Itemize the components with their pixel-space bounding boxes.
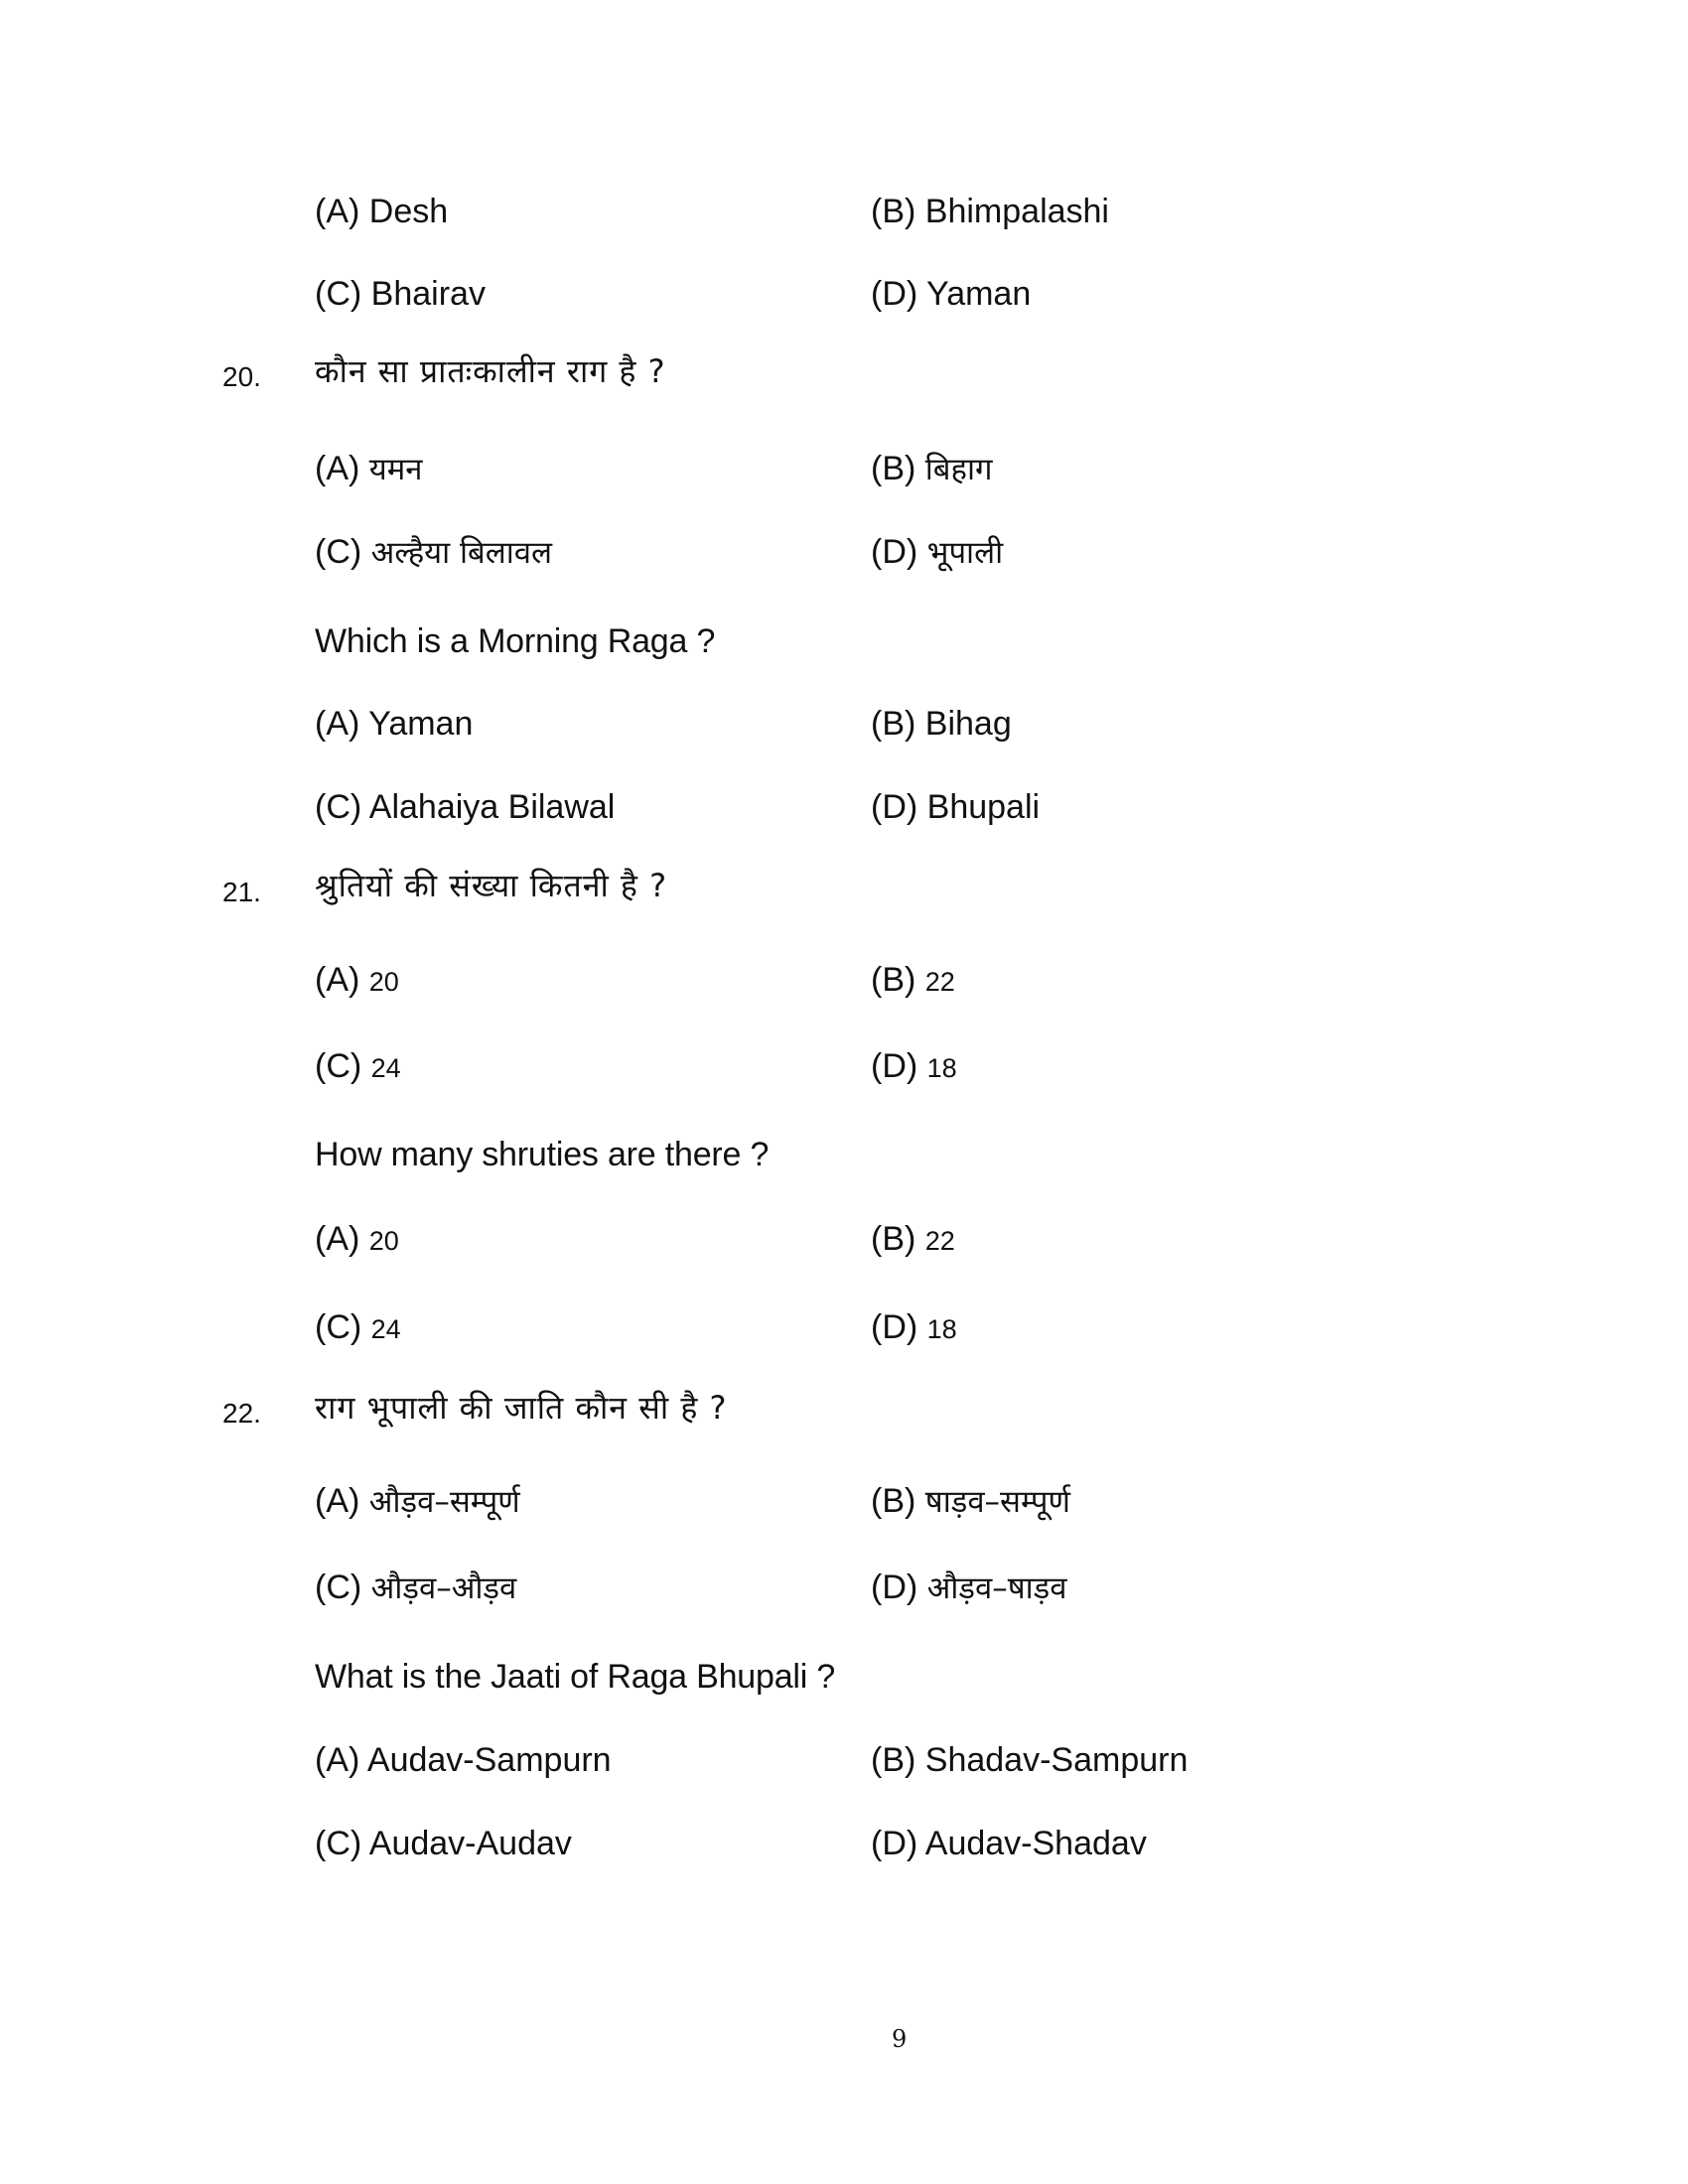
option-letter: (B) [871, 1220, 916, 1258]
option-d-hindi [871, 1570, 1066, 1604]
question-number: 22. [222, 1398, 261, 1429]
option-c-english [315, 790, 615, 824]
option-text: अल्हैया बिलावल [370, 535, 553, 571]
option-text: 18 [926, 1053, 957, 1083]
option-text: 24 [370, 1314, 401, 1344]
option-letter: (D) [871, 533, 918, 571]
option-letter: (C) [315, 1825, 362, 1862]
option-b [871, 195, 1109, 228]
option-letter: (B) [871, 705, 916, 743]
option-text: Alahaiya Bilawal [368, 788, 616, 826]
option-text: 22 [924, 967, 955, 997]
option-c-hindi [315, 535, 552, 569]
option-c-english [315, 1310, 401, 1344]
option-text: Bhupali [926, 788, 1041, 826]
option-letter: (B) [871, 1741, 916, 1779]
option-letter: (A) [315, 1220, 360, 1258]
option-letter: (D) [871, 275, 918, 313]
option-c [315, 277, 486, 311]
option-c-hindi [315, 1570, 516, 1604]
option-text: Shadav-Sampurn [924, 1741, 1189, 1779]
option-text: Bhimpalashi [924, 193, 1109, 230]
option-letter: (D) [871, 1308, 918, 1346]
option-letter: (D) [871, 1825, 918, 1862]
question-number: 20. [222, 361, 261, 392]
question-text-hindi: कौन सा प्रातःकालीन राग है ? [315, 352, 666, 390]
option-a-english [315, 707, 473, 741]
page-number: 9 [892, 2025, 908, 2053]
option-letter: (A) [315, 193, 360, 230]
option-letter: (C) [315, 275, 362, 313]
option-text: Bihag [924, 705, 1012, 743]
option-text: 22 [924, 1226, 955, 1256]
option-letter: (A) [315, 705, 360, 743]
option-text: औड़व–औड़व [370, 1570, 517, 1606]
question-text-english: How many shruties are there ? [315, 1136, 770, 1173]
option-d-english [871, 1827, 1147, 1860]
option-letter: (B) [871, 193, 916, 230]
option-text: औड़व–सम्पूर्ण [368, 1484, 520, 1520]
option-text: Bhairav [370, 275, 486, 313]
option-d-english [871, 1310, 957, 1344]
option-c-hindi [315, 1049, 401, 1083]
option-a-english [315, 1743, 612, 1777]
option-d-hindi [871, 1049, 957, 1083]
option-text: Audav-Audav [368, 1825, 572, 1862]
option-letter: (B) [871, 961, 916, 999]
option-text: बिहाग [924, 452, 993, 487]
option-letter: (C) [315, 1047, 362, 1085]
option-text: Desh [368, 193, 449, 230]
option-c-english [315, 1827, 572, 1860]
option-d-hindi [871, 535, 1003, 569]
option-text: 20 [368, 1226, 399, 1256]
option-text: Yaman [368, 705, 474, 743]
question-text-hindi: राग भूपाली की जाति कौन सी है ? [315, 1389, 728, 1427]
option-a-hindi [315, 1484, 520, 1518]
option-b-hindi [871, 963, 955, 997]
option-letter: (B) [871, 450, 916, 487]
option-letter: (A) [315, 1741, 360, 1779]
option-letter: (C) [315, 788, 362, 826]
option-d-english [871, 790, 1040, 824]
option-text: 18 [926, 1314, 957, 1344]
option-letter: (C) [315, 1308, 362, 1346]
option-letter: (B) [871, 1482, 916, 1520]
question-text-english: Which is a Morning Raga ? [315, 622, 716, 660]
question-text-english: What is the Jaati of Raga Bhupali ? [315, 1658, 836, 1696]
option-letter: (C) [315, 533, 362, 571]
option-a-english [315, 1222, 399, 1256]
option-letter: (D) [871, 788, 918, 826]
option-d [871, 277, 1031, 311]
option-b-hindi [871, 452, 992, 485]
question-text-hindi: श्रुतियों की संख्या कितनी है ? [315, 867, 668, 904]
option-text: षाड़व–सम्पूर्ण [924, 1484, 1070, 1520]
option-letter: (D) [871, 1047, 918, 1085]
option-b-hindi [871, 1484, 1070, 1518]
option-b-english [871, 707, 1012, 741]
option-letter: (A) [315, 1482, 360, 1520]
question-number: 21. [222, 877, 261, 907]
option-text: यमन [368, 452, 423, 487]
option-text: औड़व–षाड़व [926, 1570, 1067, 1606]
option-letter: (A) [315, 961, 360, 999]
option-text: Audav-Shadav [924, 1825, 1147, 1862]
option-text: Yaman [926, 275, 1032, 313]
option-a-hindi [315, 452, 423, 485]
option-letter: (C) [315, 1569, 362, 1606]
option-a-hindi [315, 963, 399, 997]
option-b-english [871, 1743, 1188, 1777]
option-text: Audav-Sampurn [366, 1741, 612, 1779]
option-a [315, 195, 448, 228]
option-text: भूपाली [926, 535, 1004, 571]
option-text: 24 [370, 1053, 401, 1083]
option-letter: (D) [871, 1569, 918, 1606]
option-letter: (A) [315, 450, 360, 487]
option-text: 20 [368, 967, 399, 997]
option-b-english [871, 1222, 955, 1256]
